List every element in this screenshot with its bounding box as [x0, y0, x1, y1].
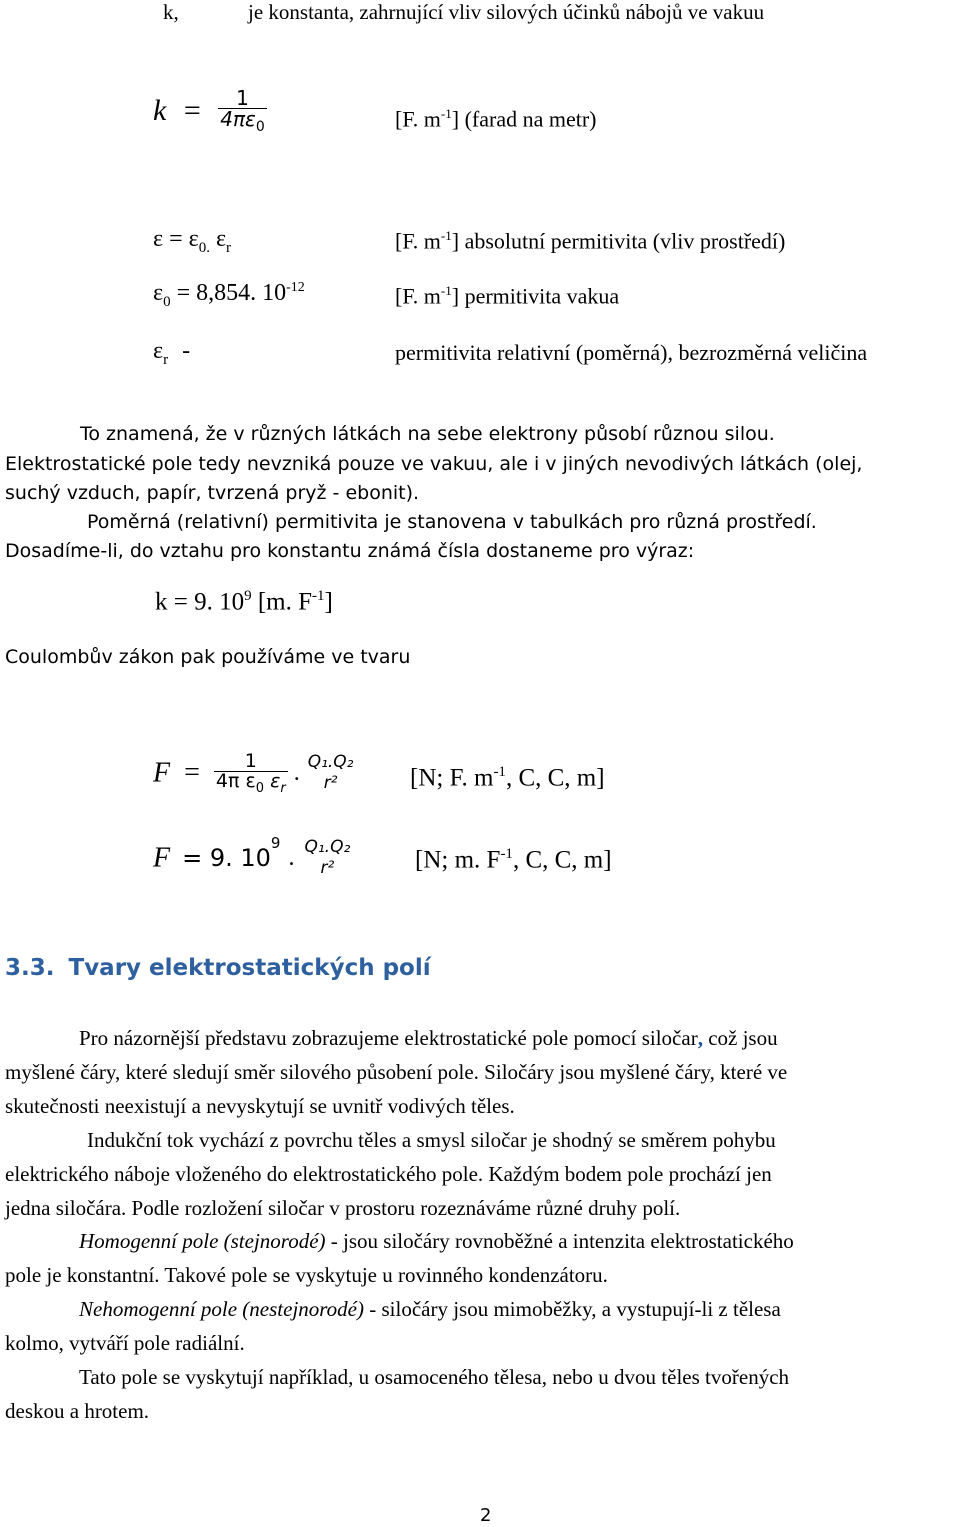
- section-number: 3.3.: [5, 955, 55, 981]
- section-heading: [5, 955, 431, 981]
- coulomb-formula-numeric: F = 9. $10^9$ . Q₁.Q₂ r²: [153, 834, 351, 879]
- k-description: je konstanta, zahrnující vliv silových účinků nábojů ve vakuu: [248, 0, 765, 24]
- charge-fraction: Q₁.Q₂ r²: [304, 837, 351, 879]
- epsilon0-definition: $\varepsilon_0 = 8,854$. $10^{-12}$: [153, 280, 305, 310]
- k-unit: [F. $m^{-1}$] (farad na metr): [395, 106, 597, 132]
- body-line: myšlené čáry, které sledují směr silového působení pole. Siločáry jsou myšlené čáry, které ve: [5, 1060, 788, 1084]
- inhomogeneous-field-term: Nehomogenní pole (nestejnorodé): [79, 1297, 364, 1321]
- body-line: Indukční tok vychází z povrchu těles a smysl siločar je shodný se směrem pohybu: [87, 1128, 776, 1152]
- coulomb-formula-numeric-units: [N; m. $F^{-1}$, C, C, m]: [415, 846, 612, 874]
- paragraph-line: Dosadíme-li, do vztahu pro konstantu známá čísla dostaneme pro výraz:: [5, 540, 695, 562]
- paragraph-line: suchý vzduch, papír, tvrzená pryž - ebonit).: [5, 482, 420, 504]
- coulomb-constant-fraction: $\frac{1}{4\pi \varepsilon_0 \varepsilon_r}$: [215, 750, 286, 796]
- homogeneous-field-term: Homogenní pole (stejnorodé): [79, 1229, 326, 1253]
- coulomb-intro: Coulombův zákon pak používáme ve tvaru: [5, 646, 411, 668]
- k-formula: k = $\frac{1}{4\pi\varepsilon_0}$: [153, 86, 265, 135]
- page-number: 2: [480, 1505, 492, 1526]
- epsilon0-unit: [F. $m^{-1}$] permitivita vakua: [395, 283, 620, 309]
- body-line: Pro názornější představu zobrazujeme elektrostatické pole pomocí siločar, což jsou: [79, 1026, 778, 1050]
- k-symbol: k,: [163, 0, 179, 24]
- body-line: kolmo, vytváří pole radiální.: [5, 1331, 245, 1355]
- body-line: Nehomogenní pole (nestejnorodé) - siločáry jsou mimoběžky, a vystupují-li z tělesa: [79, 1297, 781, 1321]
- paragraph-line: Elektrostatické pole tedy nevzniká pouze ve vakuu, ale i v jiných nevodivých látkách (olej,: [5, 453, 863, 475]
- body-line: skutečnosti neexistují a nevyskytují se uvnitř vodivých těles.: [5, 1094, 515, 1118]
- epsilonr-description: permitivita relativní (poměrná), bezrozměrná veličina: [395, 340, 868, 365]
- epsilonr-definition: $\varepsilon_r$ -: [153, 338, 191, 368]
- body-line: deskou a hrotem.: [5, 1399, 150, 1423]
- coulomb-formula-units: [N; F. $m^{-1}$, C, C, m]: [410, 764, 605, 792]
- body-line: Homogenní pole (stejnorodé) - jsou siločáry rovnoběžné a intenzita elektrostatického: [79, 1229, 794, 1253]
- body-line: jedna siločára. Podle rozložení siločar v prostoru rozeznáváme různé druhy polí.: [5, 1196, 681, 1220]
- body-line: pole je konstantní. Takové pole se vyskytuje u rovinného kondenzátoru.: [5, 1263, 608, 1287]
- body-line: Tato pole se vyskytují například, u osamoceného tělesa, nebo u dvou těles tvořených: [79, 1365, 790, 1389]
- paragraph-line: Poměrná (relativní) permitivita je stanovena v tabulkách pro různá prostředí.: [87, 511, 817, 533]
- k-value: k = 9. $10^9$ [m. $F^{-1}$]: [155, 588, 333, 616]
- k-fraction: $\frac{1}{4\pi\varepsilon_0}$: [220, 86, 265, 135]
- body-line: elektrického náboje vloženého do elektrostatického pole. Každým bodem pole prochází jen: [5, 1162, 772, 1186]
- epsilon-unit: [F. $m^{-1}$] absolutní permitivita (vliv prostředí): [395, 228, 786, 254]
- epsilon-definition: $\varepsilon = \varepsilon_{0.}$ $\varepsilon_r$: [153, 226, 232, 256]
- coulomb-formula: F = $\frac{1}{4\pi \varepsilon_0 \varepsilon_r}$ . Q₁.Q₂ r²: [153, 750, 354, 796]
- charge-fraction: Q₁.Q₂ r²: [307, 752, 354, 794]
- paragraph-line: To znamená, že v různých látkách na sebe elektrony působí různou silou.: [80, 423, 775, 445]
- section-title: Tvary elektrostatických polí: [68, 955, 431, 981]
